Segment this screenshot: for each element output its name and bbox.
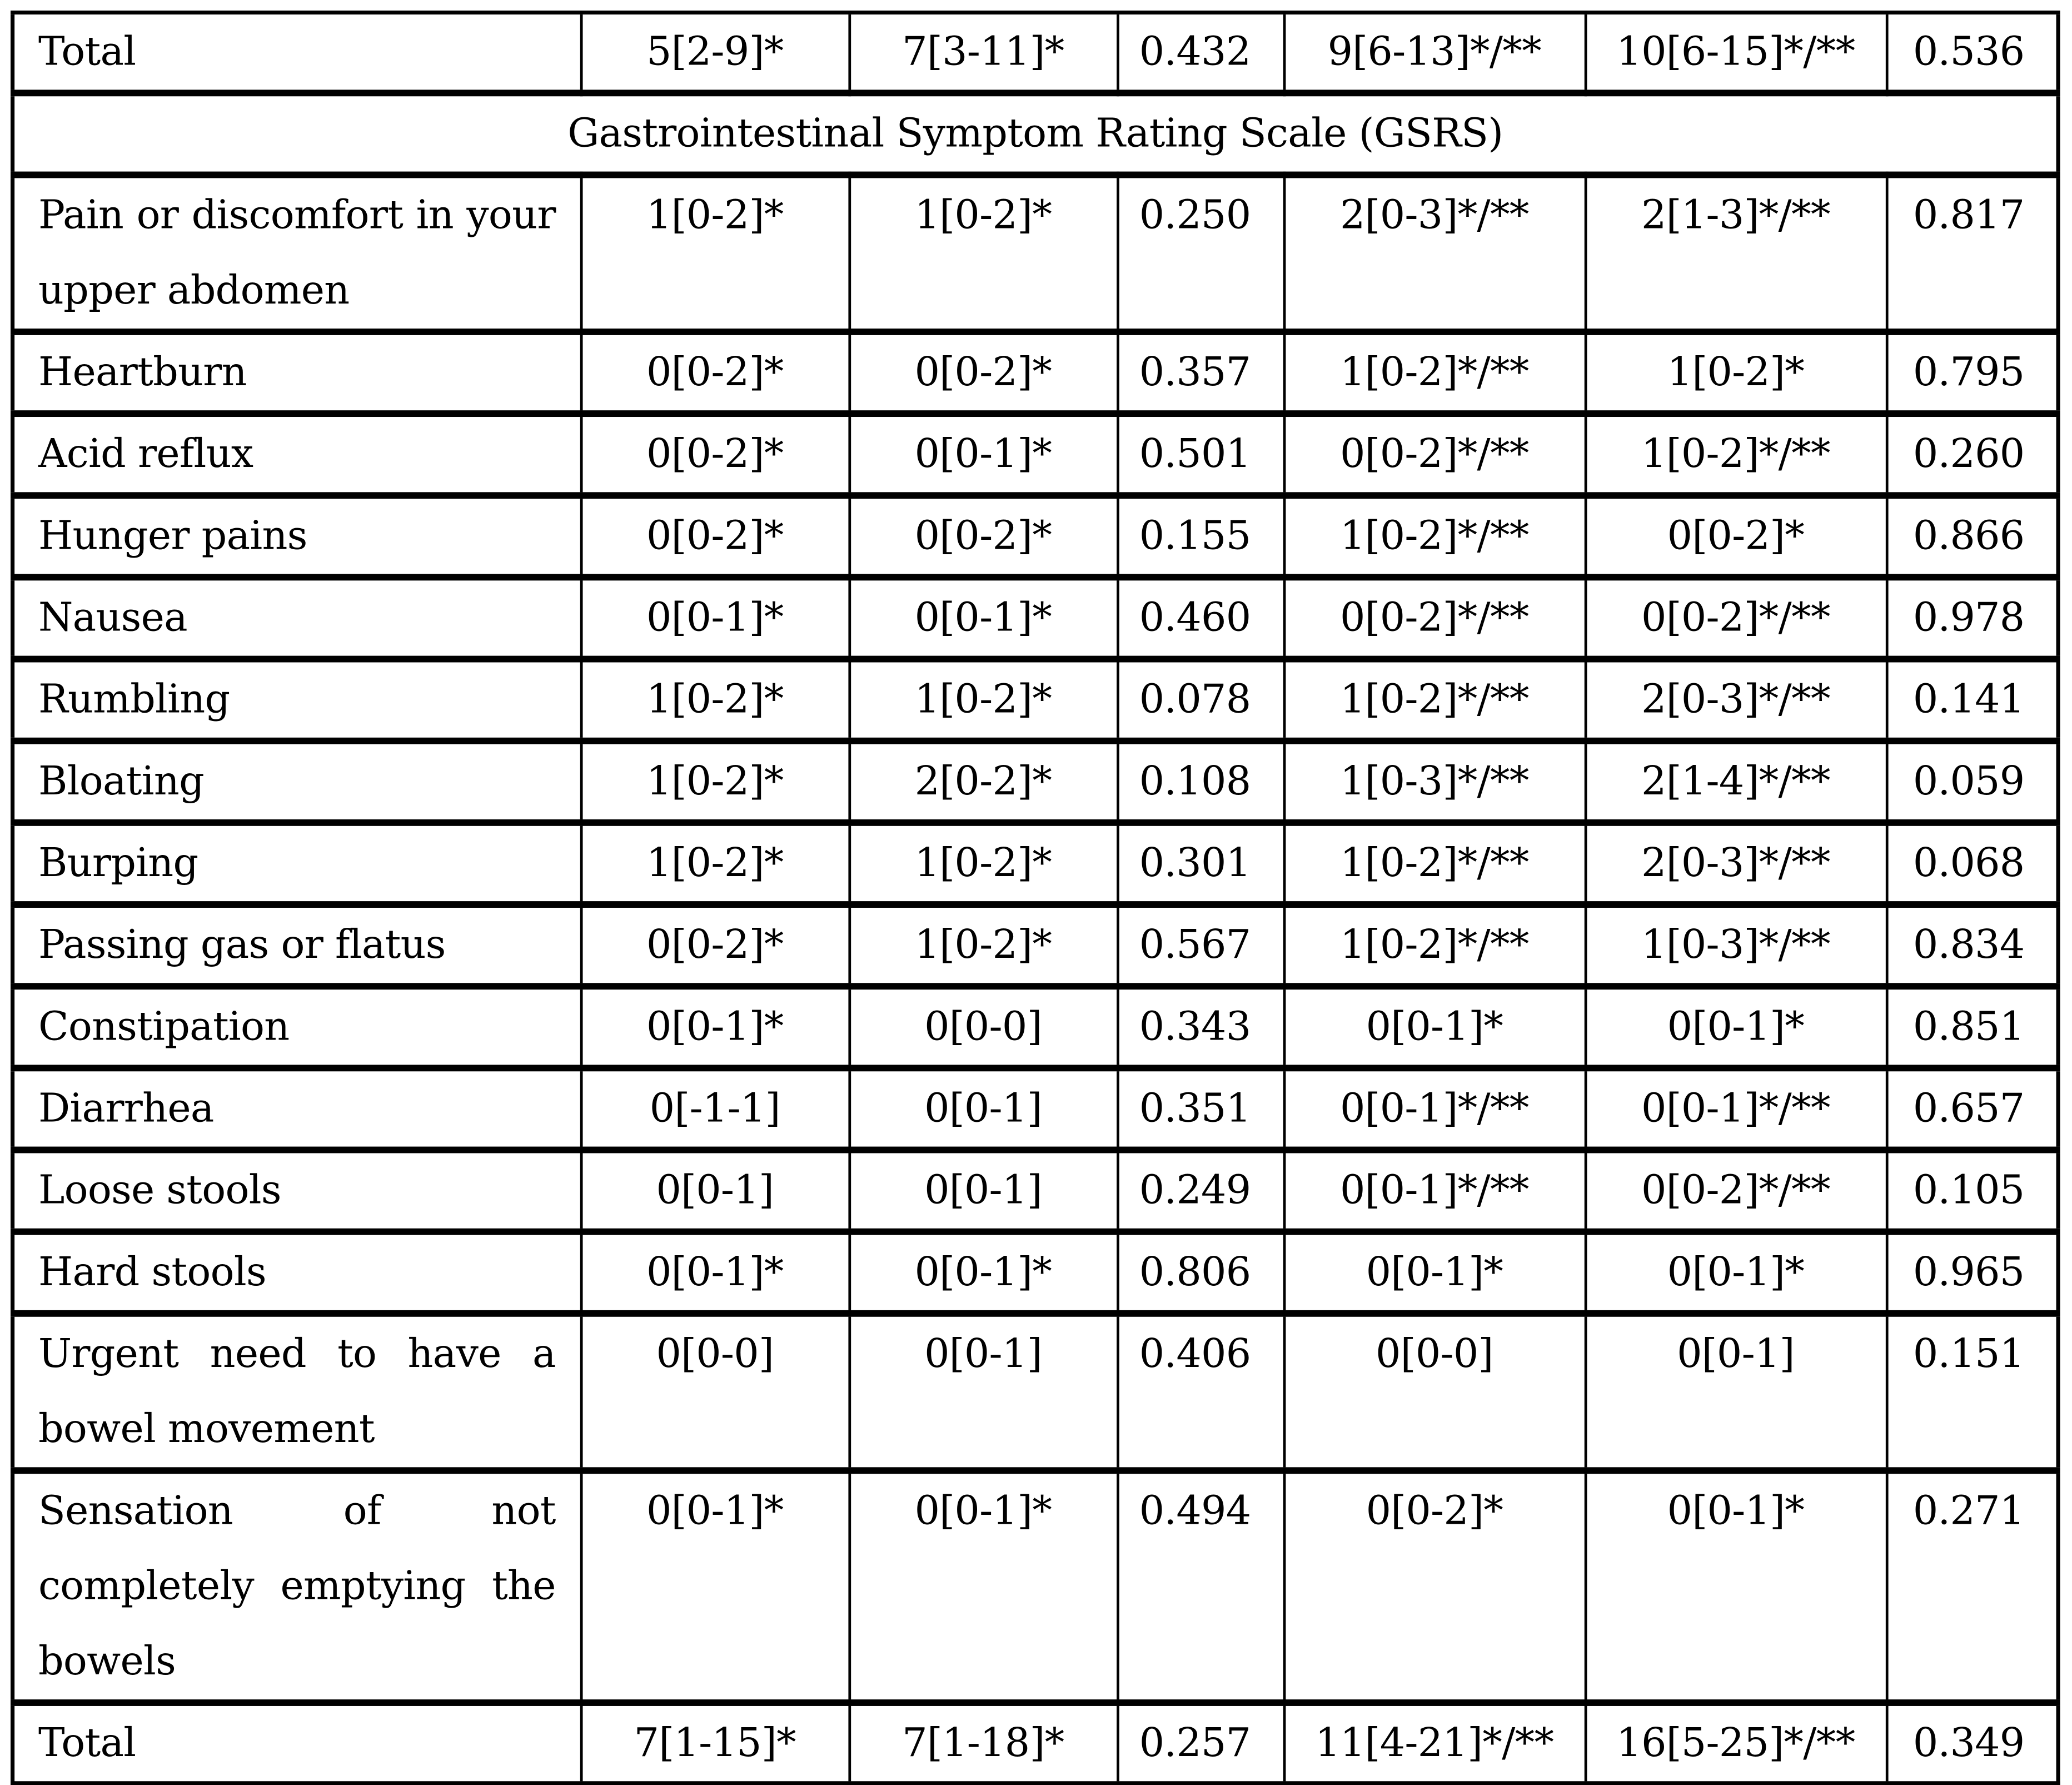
- cell-group-3: 1[0-2]*/**: [1284, 332, 1585, 414]
- cell-group-1: 0[0-1]*: [581, 1232, 849, 1314]
- cell-p-value-1: 0.108: [1117, 741, 1284, 823]
- cell-group-2: 0[0-1]: [849, 1150, 1118, 1232]
- row-label: Nausea: [13, 577, 581, 659]
- cell-group-1: 5[2-9]*: [581, 13, 849, 93]
- cell-group-1: 1[0-2]*: [581, 823, 849, 904]
- table-row: [13, 904, 2059, 986]
- cell-group-3: 1[0-3]*/**: [1284, 741, 1585, 823]
- cell-p-value-2: 0.978: [1886, 577, 2058, 659]
- section-header-row: [13, 93, 2059, 175]
- cell-group-1: 0[0-2]*: [581, 495, 849, 577]
- cell-group-4: 2[0-3]*/**: [1585, 659, 1886, 741]
- cell-group-1: 0[0-1]: [581, 1150, 849, 1232]
- table-row: [13, 577, 2059, 659]
- cell-group-3: 9[6-13]*/**: [1284, 13, 1585, 93]
- cell-group-4: 0[0-1]*: [1585, 1470, 1886, 1703]
- cell-group-1: 0[0-2]*: [581, 332, 849, 414]
- row-label: Burping: [13, 823, 581, 904]
- cell-p-value-1: 0.155: [1117, 495, 1284, 577]
- cell-p-value-1: 0.806: [1117, 1232, 1284, 1314]
- table-row: [13, 495, 2059, 577]
- cell-group-4: 2[1-4]*/**: [1585, 741, 1886, 823]
- cell-group-2: 0[0-1]: [849, 1068, 1118, 1150]
- row-label: Total: [13, 1703, 581, 1783]
- row-label: Hard stools: [13, 1232, 581, 1314]
- cell-p-value-2: 0.536: [1886, 13, 2058, 93]
- cell-p-value-1: 0.078: [1117, 659, 1284, 741]
- cell-p-value-1: 0.567: [1117, 904, 1284, 986]
- cell-group-1: 0[-1-1]: [581, 1068, 849, 1150]
- table-row: [13, 823, 2059, 904]
- row-label: Pain or discomfort in your upper abdomen: [13, 175, 581, 331]
- cell-group-2: 0[0-1]*: [849, 1470, 1118, 1703]
- cell-p-value-1: 0.406: [1117, 1314, 1284, 1470]
- cell-group-4: 0[0-1]: [1585, 1314, 1886, 1470]
- cell-group-2: 1[0-2]*: [849, 823, 1118, 904]
- cell-group-1: 0[0-2]*: [581, 904, 849, 986]
- cell-p-value-2: 0.965: [1886, 1232, 2058, 1314]
- table-row: [13, 1470, 2059, 1703]
- row-label: Sensation of not completely emptying the bowels: [13, 1470, 581, 1703]
- cell-p-value-1: 0.301: [1117, 823, 1284, 904]
- row-label: Constipation: [13, 986, 581, 1068]
- cell-group-4: 0[0-2]*: [1585, 495, 1886, 577]
- cell-group-2: 1[0-2]*: [849, 175, 1118, 331]
- cell-p-value-2: 0.349: [1886, 1703, 2058, 1783]
- row-label: Total: [13, 13, 581, 93]
- cell-p-value-1: 0.250: [1117, 175, 1284, 331]
- row-label: Acid reflux: [13, 414, 581, 495]
- cell-group-3: 0[0-1]*: [1284, 1232, 1585, 1314]
- cell-p-value-2: 0.834: [1886, 904, 2058, 986]
- row-label: Hunger pains: [13, 495, 581, 577]
- cell-p-value-1: 0.249: [1117, 1150, 1284, 1232]
- cell-group-4: 0[0-2]*/**: [1585, 1150, 1886, 1232]
- row-label: Urgent need to have a bowel movement: [13, 1314, 581, 1470]
- cell-group-2: 1[0-2]*: [849, 659, 1118, 741]
- cell-p-value-1: 0.494: [1117, 1470, 1284, 1703]
- cell-group-3: 0[0-1]*/**: [1284, 1068, 1585, 1150]
- cell-p-value-2: 0.068: [1886, 823, 2058, 904]
- cell-p-value-2: 0.657: [1886, 1068, 2058, 1150]
- cell-group-3: 1[0-2]*/**: [1284, 495, 1585, 577]
- cell-p-value-2: 0.059: [1886, 741, 2058, 823]
- cell-group-4: 0[0-2]*/**: [1585, 577, 1886, 659]
- cell-group-4: 1[0-3]*/**: [1585, 904, 1886, 986]
- cell-p-value-1: 0.257: [1117, 1703, 1284, 1783]
- cell-group-4: 1[0-2]*/**: [1585, 414, 1886, 495]
- cell-group-4: 1[0-2]*: [1585, 332, 1886, 414]
- cell-group-4: 0[0-1]*: [1585, 1232, 1886, 1314]
- gsrs-results-table: [11, 11, 2060, 1785]
- cell-group-2: 0[0-1]*: [849, 414, 1118, 495]
- cell-p-value-2: 0.105: [1886, 1150, 2058, 1232]
- row-label: Bloating: [13, 741, 581, 823]
- cell-p-value-1: 0.357: [1117, 332, 1284, 414]
- cell-p-value-1: 0.460: [1117, 577, 1284, 659]
- cell-group-1: 0[0-0]: [581, 1314, 849, 1470]
- cell-group-3: 0[0-1]*/**: [1284, 1150, 1585, 1232]
- cell-group-2: 0[0-2]*: [849, 332, 1118, 414]
- cell-p-value-2: 0.271: [1886, 1470, 2058, 1703]
- table-row: [13, 1703, 2059, 1783]
- table-row: [13, 741, 2059, 823]
- cell-group-1: 0[0-2]*: [581, 414, 849, 495]
- cell-group-1: 0[0-1]*: [581, 577, 849, 659]
- row-label: Heartburn: [13, 332, 581, 414]
- row-label: Diarrhea: [13, 1068, 581, 1150]
- cell-p-value-1: 0.432: [1117, 13, 1284, 93]
- table-row: [13, 1232, 2059, 1314]
- table-row: [13, 1150, 2059, 1232]
- cell-group-4: 0[0-1]*: [1585, 986, 1886, 1068]
- cell-group-2: 0[0-1]*: [849, 577, 1118, 659]
- cell-group-2: 0[0-1]: [849, 1314, 1118, 1470]
- cell-group-3: 0[0-2]*/**: [1284, 577, 1585, 659]
- cell-group-3: 2[0-3]*/**: [1284, 175, 1585, 331]
- cell-group-3: 0[0-1]*: [1284, 986, 1585, 1068]
- table-row: [13, 414, 2059, 495]
- cell-group-3: 0[0-2]*/**: [1284, 414, 1585, 495]
- table-body: [13, 13, 2059, 1783]
- table-row: [13, 332, 2059, 414]
- cell-group-1: 0[0-1]*: [581, 986, 849, 1068]
- cell-group-2: 1[0-2]*: [849, 904, 1118, 986]
- section-title: Gastrointestinal Symptom Rating Scale (GSRS): [13, 93, 2059, 175]
- cell-group-4: 16[5-25]*/**: [1585, 1703, 1886, 1783]
- cell-group-4: 2[1-3]*/**: [1585, 175, 1886, 331]
- cell-group-2: 0[0-0]: [849, 986, 1118, 1068]
- table-row: [13, 659, 2059, 741]
- cell-group-1: 7[1-15]*: [581, 1703, 849, 1783]
- cell-group-2: 2[0-2]*: [849, 741, 1118, 823]
- cell-group-3: 11[4-21]*/**: [1284, 1703, 1585, 1783]
- table-row: [13, 175, 2059, 331]
- cell-group-3: 1[0-2]*/**: [1284, 904, 1585, 986]
- cell-group-2: 0[0-2]*: [849, 495, 1118, 577]
- cell-group-4: 0[0-1]*/**: [1585, 1068, 1886, 1150]
- cell-group-3: 1[0-2]*/**: [1284, 659, 1585, 741]
- cell-p-value-1: 0.351: [1117, 1068, 1284, 1150]
- table-row-previous-total: [13, 13, 2059, 93]
- row-label: Loose stools: [13, 1150, 581, 1232]
- cell-p-value-2: 0.817: [1886, 175, 2058, 331]
- cell-group-1: 1[0-2]*: [581, 659, 849, 741]
- cell-p-value-2: 0.795: [1886, 332, 2058, 414]
- cell-p-value-1: 0.501: [1117, 414, 1284, 495]
- cell-group-2: 7[3-11]*: [849, 13, 1118, 93]
- cell-group-3: 1[0-2]*/**: [1284, 823, 1585, 904]
- table-row: [13, 1068, 2059, 1150]
- cell-p-value-2: 0.141: [1886, 659, 2058, 741]
- cell-p-value-2: 0.851: [1886, 986, 2058, 1068]
- cell-group-2: 7[1-18]*: [849, 1703, 1118, 1783]
- cell-p-value-1: 0.343: [1117, 986, 1284, 1068]
- cell-group-2: 0[0-1]*: [849, 1232, 1118, 1314]
- cell-group-4: 2[0-3]*/**: [1585, 823, 1886, 904]
- table-row: [13, 1314, 2059, 1470]
- row-label: Passing gas or flatus: [13, 904, 581, 986]
- cell-p-value-2: 0.260: [1886, 414, 2058, 495]
- row-label: Rumbling: [13, 659, 581, 741]
- cell-group-1: 1[0-2]*: [581, 175, 849, 331]
- table-row: [13, 986, 2059, 1068]
- cell-p-value-2: 0.866: [1886, 495, 2058, 577]
- cell-group-3: 0[0-2]*: [1284, 1470, 1585, 1703]
- cell-group-4: 10[6-15]*/**: [1585, 13, 1886, 93]
- cell-p-value-2: 0.151: [1886, 1314, 2058, 1470]
- cell-group-3: 0[0-0]: [1284, 1314, 1585, 1470]
- cell-group-1: 1[0-2]*: [581, 741, 849, 823]
- cell-group-1: 0[0-1]*: [581, 1470, 849, 1703]
